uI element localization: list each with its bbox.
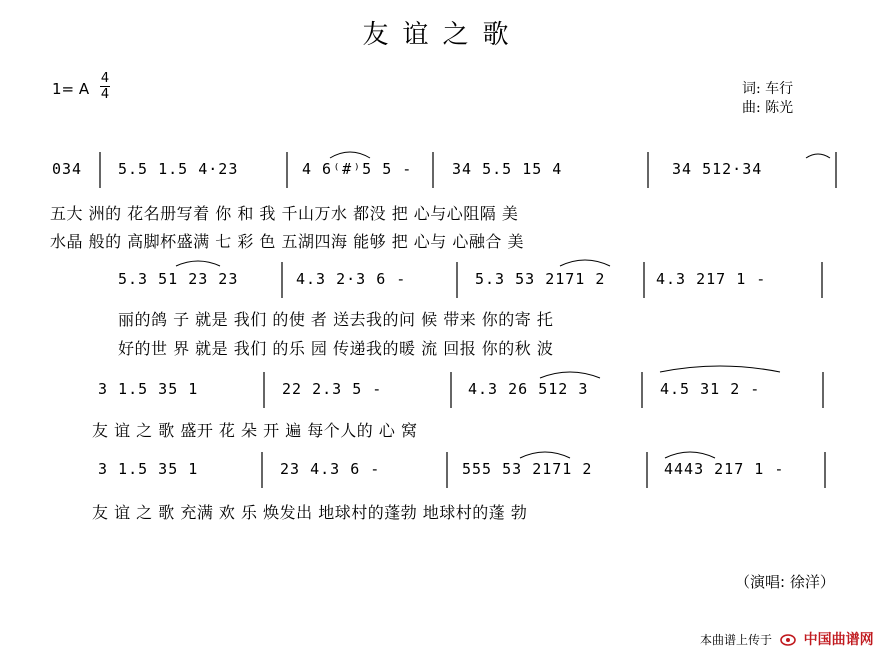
time-sig-bottom: 4 bbox=[100, 87, 110, 102]
row4-lyric: 友 谊 之 歌 充满 欢 乐 焕发出 地球村的蓬勃 地球村的蓬 勃 bbox=[92, 503, 528, 522]
site-logo-icon bbox=[780, 634, 796, 646]
row1-lyric-verse1: 五大 洲的 花名册写着 你 和 我 千山万水 都没 把 心与心阻隔 美 bbox=[50, 204, 519, 223]
site-brand: 中国曲谱网 bbox=[803, 632, 874, 648]
singer-credit: （演唱: 徐洋） bbox=[735, 573, 835, 591]
row4-measure2: 23 4.3 6 - bbox=[280, 460, 381, 478]
row3-measure1: 3 1.5 35 1 bbox=[98, 380, 199, 398]
row2-measure2: 4.3 2·3 6 - bbox=[296, 270, 407, 288]
row2-measure1: 5.3 51 23 23 bbox=[118, 270, 239, 288]
row2-lyric-verse1: 丽的鸽 子 就是 我们 的使 者 送去我的问 候 带来 你的寄 托 bbox=[118, 310, 554, 329]
composer-credit: 曲: 陈光 bbox=[742, 100, 794, 116]
footer-text: 本曲谱上传于 bbox=[700, 633, 773, 647]
lyricist-credit: 词: 车行 bbox=[742, 81, 794, 97]
row4-measure1: 3 1.5 35 1 bbox=[98, 460, 199, 478]
row1-measure0: 034 bbox=[52, 160, 83, 178]
row2-measure4: 4.3 217 1 - bbox=[656, 270, 767, 288]
row1-measure3: 34 5.5 15 4 bbox=[452, 160, 563, 178]
row1-measure2: 4 6⁽#⁾5 5 - bbox=[302, 160, 413, 178]
time-sig-top: 4 bbox=[100, 71, 110, 86]
row1-lyric-verse2: 水晶 般的 高脚杯盛满 七 彩 色 五湖四海 能够 把 心与 心融合 美 bbox=[50, 232, 524, 251]
row4-measure3: 555 53 2171 2 bbox=[462, 460, 593, 478]
row3-measure4: 4.5 31 2 - bbox=[660, 380, 761, 398]
row2-lyric-verse2: 好的世 界 就是 我们 的乐 园 传递我的暖 流 回报 你的秋 波 bbox=[118, 339, 554, 358]
row4-measure4: 4443 217 1 - bbox=[664, 460, 785, 478]
footer bbox=[700, 629, 874, 649]
row3-lyric: 友 谊 之 歌 盛开 花 朵 开 遍 每个人的 心 窝 bbox=[92, 421, 418, 440]
row1-measure1: 5.5 1.5 4·23 bbox=[118, 160, 239, 178]
song-title: 友谊之歌 bbox=[362, 20, 523, 50]
row3-measure3: 4.3 26 512 3 bbox=[468, 380, 589, 398]
row2-measure3: 5.3 53 2171 2 bbox=[475, 270, 606, 288]
row1-measure4: 34 512·34 bbox=[672, 160, 763, 178]
key-signature: 1= A bbox=[52, 80, 90, 98]
row3-measure2: 22 2.3 5 - bbox=[282, 380, 383, 398]
